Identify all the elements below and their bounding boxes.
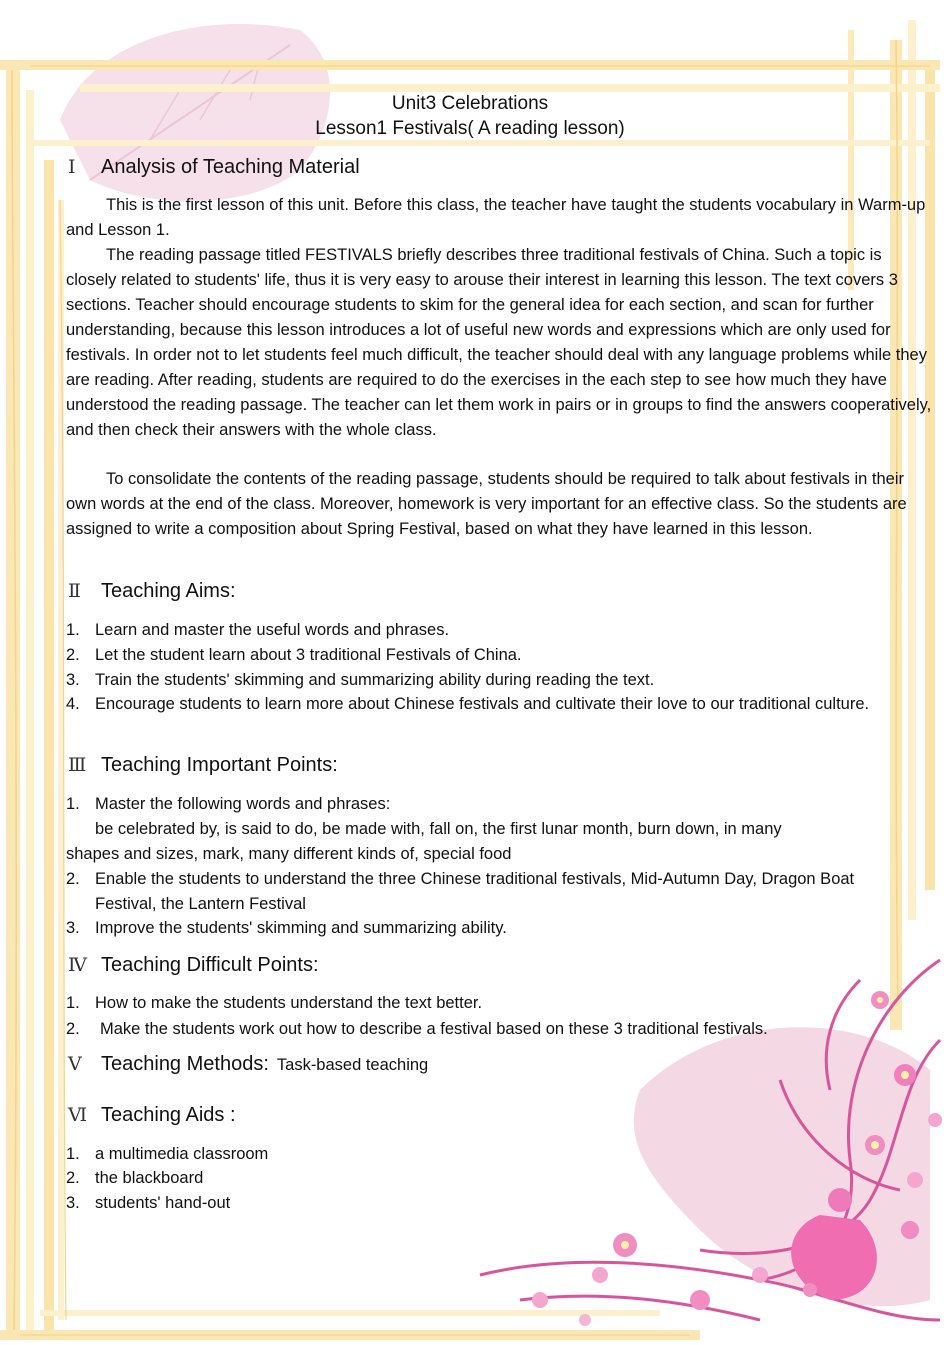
list-item: 1. Learn and master the useful words and phrases. — [66, 621, 450, 639]
section-heading-methods — [68, 1053, 428, 1076]
heading-text: Teaching Difficult Points: — [101, 954, 319, 976]
roman-numeral: Ⅴ — [68, 1053, 82, 1075]
heading-text: Teaching Important Points: — [101, 754, 338, 776]
list-item: 3. Train the students' skimming and summarizing ability during reading the text. — [66, 671, 655, 689]
analysis-paragraph-1: This is the first lesson of this unit. Before this class, the teacher have taught the students vocabulary in Warm-up and Lesson 1. — [66, 196, 926, 239]
section-heading-difficult-points — [68, 954, 319, 977]
roman-numeral: Ⅱ — [68, 580, 81, 602]
list-item: 2. Let the student learn about 3 traditional Festivals of China. — [66, 646, 522, 664]
roman-numeral: Ⅵ — [68, 1104, 88, 1126]
list-item: 4. Encourage students to learn more about Chinese festivals and cultivate their love to our traditional culture. — [66, 695, 870, 713]
methods-detail: Task-based teaching — [276, 1056, 429, 1074]
section-heading-aims — [68, 580, 236, 603]
unit-title: Unit3 Celebrations — [391, 93, 549, 114]
section-heading-aids — [68, 1104, 236, 1127]
list-item: 3. Improve the students' skimming and summarizing ability. — [66, 919, 507, 937]
list-item: 2. Enable the students to understand the three Chinese traditional festivals, Mid-Autumn Day, Dragon Boat Festival, the Lantern Festival — [66, 870, 855, 913]
list-item: 2. Make the students work out how to describe a festival based on these 3 traditional festivals. — [66, 1020, 768, 1038]
analysis-paragraph-2: The reading passage titled FESTIVALS briefly describes three traditional festivals of China. Such a topic is closely related to students' life, thus it is very easy to arouse their interest in learning this lesson. The text covers 3 sections. Teacher should encourage students to skim for the general idea for each section, and scan for further understanding, because this lesson introduces a lot of useful new words and expressions which are only used for festivals. In order not to let students feel much difficult, the teacher should deal with any language problems while they are reading. After reading, students are required to do the exercises in the each step to see how much they have understood the reading passage. The teacher can let them work in pairs or in groups to find the answers cooperatively, and then check their answers with the whole class. — [66, 246, 932, 439]
heading-text: Teaching Aims: — [101, 580, 236, 602]
analysis-paragraph-3: To consolidate the contents of the reading passage, students should be required to talk about festivals in their own words at the end of the class. Moreover, homework is very important for an effective class. So the students are assigned to write a composition about Spring Festival, based on what they have learned in this lesson. — [66, 470, 907, 538]
lesson-title: Lesson1 Festivals( A reading lesson) — [315, 118, 625, 139]
heading-text: Analysis of Teaching Material — [101, 156, 360, 178]
list-item: 1. How to make the students understand the text better. — [66, 994, 483, 1012]
roman-numeral: Ⅲ — [68, 754, 87, 776]
list-item: 1. Master the following words and phrases: be celebrated by, is said to do, be made with, fall on, the first lunar month, burn down, in many shapes and sizes, mark, many different kinds of, special food — [66, 795, 782, 863]
heading-text: Teaching Aids : — [101, 1104, 236, 1126]
section-heading-analysis — [68, 156, 360, 179]
roman-numeral: Ⅳ — [68, 954, 87, 976]
list-item: 2. the blackboard — [66, 1169, 204, 1187]
list-item: 3. students' hand-out — [66, 1194, 231, 1212]
roman-numeral: Ⅰ — [68, 156, 76, 178]
section-heading-important-points — [68, 754, 338, 777]
heading-text: Teaching Methods: — [101, 1053, 269, 1075]
list-item: 1. a multimedia classroom — [66, 1145, 269, 1163]
